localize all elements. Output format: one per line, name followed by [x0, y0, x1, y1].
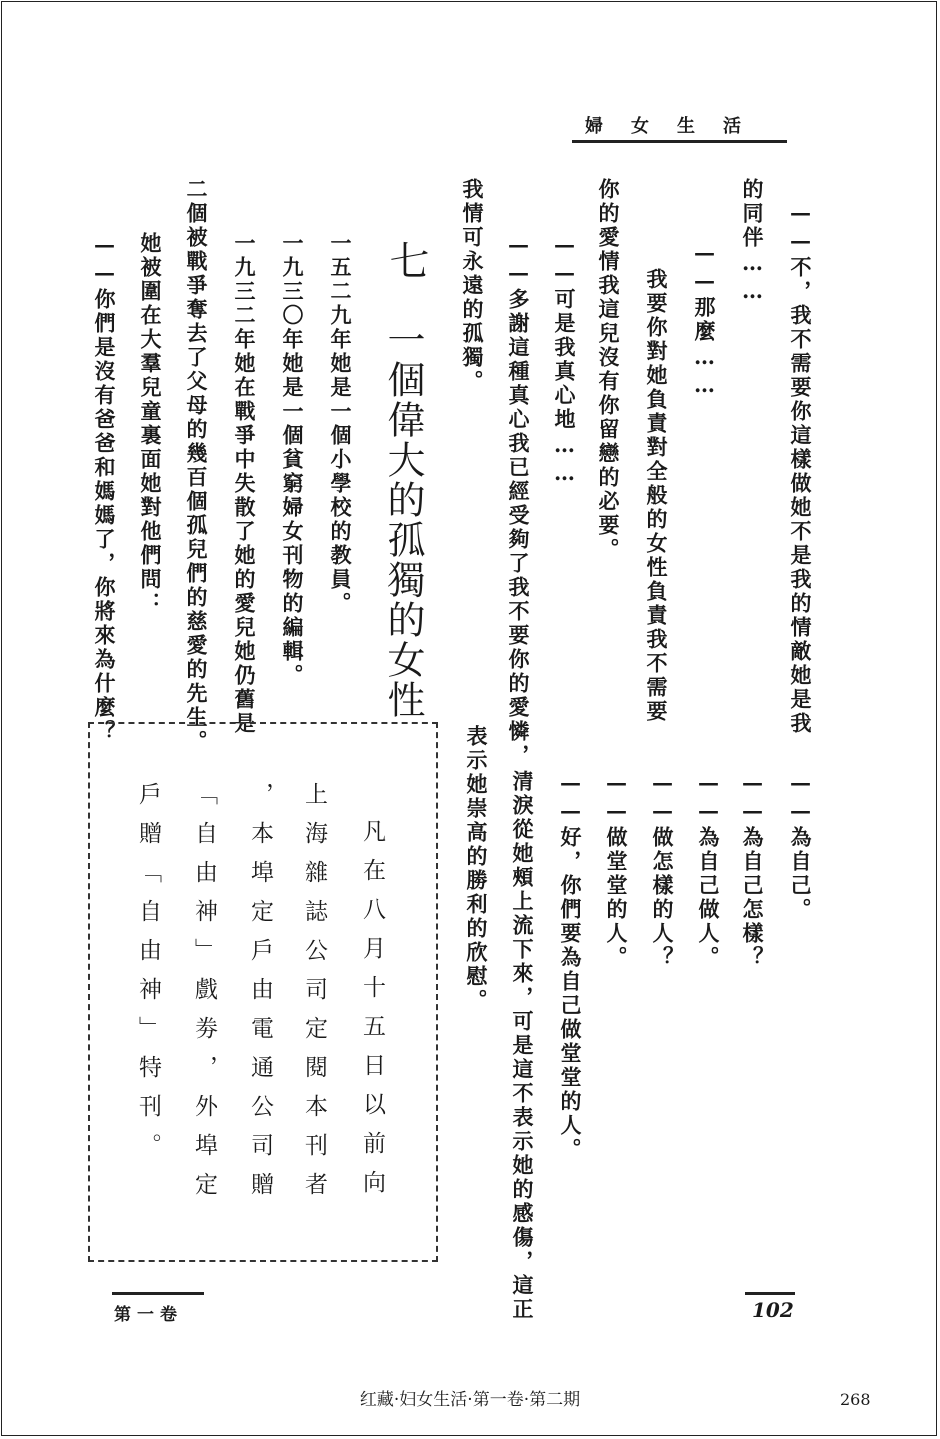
- notice-box: [88, 722, 438, 1262]
- text-column: 的同伴……: [740, 178, 765, 306]
- notice-column: 戶贈「自由神」特刊。: [135, 782, 161, 1172]
- text-column: ——不，我不需要你這樣做她不是我的情敵她是我: [788, 200, 813, 736]
- text-column: ——好，你們要為自己做堂堂的人。: [558, 770, 583, 1162]
- text-column: ——多謝這種真心我已經受夠了我不要你的愛憐，: [506, 232, 531, 768]
- text-column: ——做怎樣的人？: [650, 770, 675, 970]
- text-column: ——做堂堂的人。: [604, 770, 629, 970]
- text-column: ——為自己。: [788, 770, 813, 922]
- text-column: ——那麼……: [692, 240, 717, 400]
- header-rule: [572, 140, 787, 143]
- notice-column: 凡在八月十五日以前向: [359, 819, 385, 1209]
- text-column: 一九三二年她在戰爭中失散了她的愛兒她仍舊是: [232, 232, 257, 736]
- article-number: 七: [383, 240, 429, 280]
- text-column: 她被圍在大羣兒童裏面她對他們問：: [138, 232, 163, 616]
- text-column: ——為自己做人。: [696, 770, 721, 970]
- text-column: 我情可永遠的孤獨。: [460, 178, 485, 394]
- text-column: ——可是我真心地……: [552, 232, 577, 488]
- original-page-number: 102: [752, 1298, 794, 1322]
- text-column: 清淚從她頰上流下來，可是這不表示她的感傷，這正: [510, 770, 535, 1322]
- text-column: 表示她崇高的勝利的欣慰。: [464, 725, 489, 1013]
- notice-column: 上海雜誌公司定閱本刊者: [301, 782, 327, 1211]
- notice-column: 「自由神」戲劵，外埠定: [191, 782, 217, 1211]
- text-column: ——你們是沒有爸爸和媽媽了，你將來為什麼？: [92, 232, 117, 744]
- footer-rule: [112, 1292, 204, 1295]
- text-column: ——為自己怎樣？: [740, 770, 765, 970]
- volume-label: 第一卷: [114, 1305, 183, 1325]
- source-caption: 红藏·妇女生活·第一卷·第二期: [359, 1390, 581, 1410]
- text-column: 我要你對她負責對全般的女性負責我不需要: [644, 268, 669, 724]
- notice-column: ，本埠定戶由電通公司贈: [247, 782, 273, 1211]
- text-column: 二個被戰爭奪去了父母的幾百個孤兒們的慈愛的先生。: [184, 178, 209, 754]
- article-title: 一個偉大的孤獨的女性: [381, 320, 425, 720]
- text-column: 你的愛情我這兒沒有你留戀的必要。: [596, 178, 621, 562]
- text-column: 一九三〇年她是一個貧窮婦女刊物的編輯。: [280, 232, 305, 688]
- page-number: 268: [840, 1390, 871, 1409]
- footer-rule: [745, 1292, 795, 1295]
- text-column: 一五二九年她是一個小學校的教員。: [328, 232, 353, 616]
- running-header: 婦女生活: [585, 116, 769, 137]
